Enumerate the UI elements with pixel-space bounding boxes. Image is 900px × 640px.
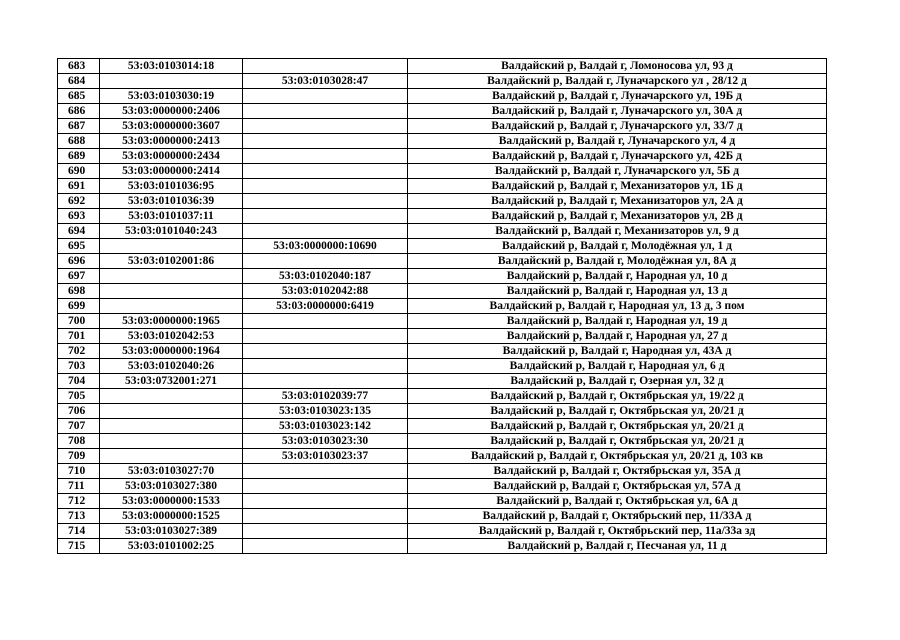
cadastral-number-a: 53:03:0000000:2413 bbox=[100, 134, 243, 149]
cadastral-number-a bbox=[100, 434, 243, 449]
row-number: 689 bbox=[58, 149, 100, 164]
row-number: 684 bbox=[58, 74, 100, 89]
cadastral-number-a bbox=[100, 404, 243, 419]
cadastral-number-b bbox=[243, 104, 408, 119]
cadastral-number-a: 53:03:0103014:18 bbox=[100, 59, 243, 74]
row-number: 704 bbox=[58, 374, 100, 389]
address-cell: Валдайский р, Валдай г, Октябрьская ул, 6А д bbox=[408, 494, 827, 509]
address-cell: Валдайский р, Валдай г, Народная ул, 27 д bbox=[408, 329, 827, 344]
row-number: 698 bbox=[58, 284, 100, 299]
table-row bbox=[58, 479, 827, 494]
cadastral-number-a: 53:03:0732001:271 bbox=[100, 374, 243, 389]
address-cell: Валдайский р, Валдай г, Озерная ул, 32 д bbox=[408, 374, 827, 389]
cadastral-number-b bbox=[243, 134, 408, 149]
row-number: 705 bbox=[58, 389, 100, 404]
row-number: 707 bbox=[58, 419, 100, 434]
cadastral-number-a: 53:03:0000000:1964 bbox=[100, 344, 243, 359]
address-cell: Валдайский р, Валдай г, Луначарского ул, 19Б д bbox=[408, 89, 827, 104]
table-row bbox=[58, 89, 827, 104]
table-row bbox=[58, 254, 827, 269]
address-cell: Валдайский р, Валдай г, Октябрьская ул, 20/21 д bbox=[408, 434, 827, 449]
row-number: 712 bbox=[58, 494, 100, 509]
cadastral-number-a: 53:03:0101036:95 bbox=[100, 179, 243, 194]
cadastral-number-b bbox=[243, 254, 408, 269]
cadastral-number-a: 53:03:0103027:380 bbox=[100, 479, 243, 494]
table-row bbox=[58, 419, 827, 434]
address-cell: Валдайский р, Валдай г, Октябрьская ул, 57А д bbox=[408, 479, 827, 494]
table-row bbox=[58, 329, 827, 344]
table-row bbox=[58, 344, 827, 359]
cadastral-number-b bbox=[243, 539, 408, 554]
address-cell: Валдайский р, Валдай г, Народная ул, 43А д bbox=[408, 344, 827, 359]
cadastral-number-a: 53:03:0102042:53 bbox=[100, 329, 243, 344]
address-cell: Валдайский р, Валдай г, Октябрьская ул, 20/21 д bbox=[408, 404, 827, 419]
address-cell: Валдайский р, Валдай г, Механизаторов ул, 1Б д bbox=[408, 179, 827, 194]
table-row bbox=[58, 194, 827, 209]
cadastral-number-b bbox=[243, 224, 408, 239]
cadastral-number-a bbox=[100, 419, 243, 434]
table-row bbox=[58, 209, 827, 224]
table-row bbox=[58, 74, 827, 89]
cadastral-number-b bbox=[243, 149, 408, 164]
address-cell: Валдайский р, Валдай г, Луначарского ул, 30А д bbox=[408, 104, 827, 119]
row-number: 710 bbox=[58, 464, 100, 479]
table-row bbox=[58, 404, 827, 419]
table-row bbox=[58, 134, 827, 149]
cadastral-number-b bbox=[243, 89, 408, 104]
cadastral-number-b bbox=[243, 209, 408, 224]
row-number: 714 bbox=[58, 524, 100, 539]
table-row bbox=[58, 509, 827, 524]
address-cell: Валдайский р, Валдай г, Октябрьский пер, 11/33А д bbox=[408, 509, 827, 524]
table-row bbox=[58, 359, 827, 374]
cadastral-number-a: 53:03:0000000:2414 bbox=[100, 164, 243, 179]
address-cell: Валдайский р, Валдай г, Механизаторов ул, 9 д bbox=[408, 224, 827, 239]
cadastral-number-b bbox=[243, 374, 408, 389]
row-number: 691 bbox=[58, 179, 100, 194]
table-row bbox=[58, 119, 827, 134]
cadastral-number-b: 53:03:0103028:47 bbox=[243, 74, 408, 89]
address-cell: Валдайский р, Валдай г, Октябрьская ул, 19/22 д bbox=[408, 389, 827, 404]
address-cell: Валдайский р, Валдай г, Народная ул, 19 д bbox=[408, 314, 827, 329]
row-number: 695 bbox=[58, 239, 100, 254]
address-cell: Валдайский р, Валдай г, Народная ул, 6 д bbox=[408, 359, 827, 374]
cadastral-number-a: 53:03:0101037:11 bbox=[100, 209, 243, 224]
table-row bbox=[58, 59, 827, 74]
address-cell: Валдайский р, Валдай г, Луначарского ул, 5Б д bbox=[408, 164, 827, 179]
cadastral-number-b: 53:03:0000000:10690 bbox=[243, 239, 408, 254]
address-cell: Валдайский р, Валдай г, Молодёжная ул, 8А д bbox=[408, 254, 827, 269]
table-row bbox=[58, 389, 827, 404]
cadastral-number-b: 53:03:0103023:30 bbox=[243, 434, 408, 449]
cadastral-number-b bbox=[243, 59, 408, 74]
cadastral-number-a: 53:03:0000000:1525 bbox=[100, 509, 243, 524]
row-number: 700 bbox=[58, 314, 100, 329]
cadastral-number-a bbox=[100, 449, 243, 464]
address-cell: Валдайский р, Валдай г, Октябрьская ул, 20/21 д bbox=[408, 419, 827, 434]
address-cell: Валдайский р, Валдай г, Механизаторов ул, 2В д bbox=[408, 209, 827, 224]
cadastral-number-a: 53:03:0103027:389 bbox=[100, 524, 243, 539]
address-cell: Валдайский р, Валдай г, Луначарского ул, 42Б д bbox=[408, 149, 827, 164]
cadastral-number-b: 53:03:0103023:142 bbox=[243, 419, 408, 434]
row-number: 690 bbox=[58, 164, 100, 179]
address-cell: Валдайский р, Валдай г, Молодёжная ул, 1 д bbox=[408, 239, 827, 254]
table-row bbox=[58, 299, 827, 314]
address-cell: Валдайский р, Валдай г, Октябрьский пер, 11а/33а зд bbox=[408, 524, 827, 539]
row-number: 713 bbox=[58, 509, 100, 524]
table-row bbox=[58, 104, 827, 119]
table-row bbox=[58, 449, 827, 464]
cadastral-number-a bbox=[100, 74, 243, 89]
table-row bbox=[58, 284, 827, 299]
cadastral-number-a bbox=[100, 299, 243, 314]
table-row bbox=[58, 269, 827, 284]
row-number: 715 bbox=[58, 539, 100, 554]
table-row bbox=[58, 374, 827, 389]
table-row bbox=[58, 434, 827, 449]
table-row bbox=[58, 149, 827, 164]
address-cell: Валдайский р, Валдай г, Механизаторов ул, 2А д bbox=[408, 194, 827, 209]
cadastral-number-b bbox=[243, 524, 408, 539]
address-cell: Валдайский р, Валдай г, Луначарского ул, 33/7 д bbox=[408, 119, 827, 134]
cadastral-number-a: 53:03:0000000:2434 bbox=[100, 149, 243, 164]
cadastral-number-a: 53:03:0000000:3607 bbox=[100, 119, 243, 134]
address-cell: Валдайский р, Валдай г, Песчаная ул, 11 д bbox=[408, 539, 827, 554]
cadastral-number-a: 53:03:0101002:25 bbox=[100, 539, 243, 554]
address-cell: Валдайский р, Валдай г, Народная ул, 10 д bbox=[408, 269, 827, 284]
cadastral-number-a: 53:03:0102040:26 bbox=[100, 359, 243, 374]
cadastral-number-a: 53:03:0000000:1965 bbox=[100, 314, 243, 329]
cadastral-number-b: 53:03:0000000:6419 bbox=[243, 299, 408, 314]
cadastral-number-a: 53:03:0101040:243 bbox=[100, 224, 243, 239]
cadastral-number-b: 53:03:0103023:37 bbox=[243, 449, 408, 464]
cadastral-number-a: 53:03:0102001:86 bbox=[100, 254, 243, 269]
cadastral-number-b: 53:03:0102040:187 bbox=[243, 269, 408, 284]
row-number: 708 bbox=[58, 434, 100, 449]
cadastral-number-b bbox=[243, 479, 408, 494]
cadastral-number-a bbox=[100, 239, 243, 254]
row-number: 699 bbox=[58, 299, 100, 314]
row-number: 703 bbox=[58, 359, 100, 374]
table-row bbox=[58, 164, 827, 179]
property-table-body bbox=[58, 59, 827, 554]
address-cell: Валдайский р, Валдай г, Октябрьская ул, 35А д bbox=[408, 464, 827, 479]
row-number: 709 bbox=[58, 449, 100, 464]
table-row bbox=[58, 494, 827, 509]
address-cell: Валдайский р, Валдай г, Октябрьская ул, 20/21 д, 103 кв bbox=[408, 449, 827, 464]
row-number: 697 bbox=[58, 269, 100, 284]
cadastral-number-a bbox=[100, 269, 243, 284]
cadastral-number-a bbox=[100, 389, 243, 404]
table-row bbox=[58, 224, 827, 239]
row-number: 706 bbox=[58, 404, 100, 419]
cadastral-number-a: 53:03:0103027:70 bbox=[100, 464, 243, 479]
row-number: 702 bbox=[58, 344, 100, 359]
cadastral-number-b bbox=[243, 509, 408, 524]
address-cell: Валдайский р, Валдай г, Луначарского ул, 4 д bbox=[408, 134, 827, 149]
cadastral-number-a bbox=[100, 284, 243, 299]
cadastral-number-a: 53:03:0101036:39 bbox=[100, 194, 243, 209]
cadastral-number-a: 53:03:0000000:1533 bbox=[100, 494, 243, 509]
address-cell: Валдайский р, Валдай г, Народная ул, 13 д bbox=[408, 284, 827, 299]
row-number: 711 bbox=[58, 479, 100, 494]
cadastral-number-a: 53:03:0000000:2406 bbox=[100, 104, 243, 119]
table-row bbox=[58, 524, 827, 539]
cadastral-number-b bbox=[243, 359, 408, 374]
row-number: 686 bbox=[58, 104, 100, 119]
row-number: 693 bbox=[58, 209, 100, 224]
row-number: 688 bbox=[58, 134, 100, 149]
cadastral-number-a: 53:03:0103030:19 bbox=[100, 89, 243, 104]
row-number: 696 bbox=[58, 254, 100, 269]
table-row bbox=[58, 314, 827, 329]
address-cell: Валдайский р, Валдай г, Луначарского ул , 28/12 д bbox=[408, 74, 827, 89]
address-cell: Валдайский р, Валдай г, Народная ул, 13 д, 3 пом bbox=[408, 299, 827, 314]
property-table bbox=[57, 58, 827, 554]
row-number: 687 bbox=[58, 119, 100, 134]
cadastral-number-b bbox=[243, 119, 408, 134]
document-sheet bbox=[57, 58, 826, 554]
cadastral-number-b bbox=[243, 194, 408, 209]
row-number: 694 bbox=[58, 224, 100, 239]
cadastral-number-b bbox=[243, 494, 408, 509]
table-row bbox=[58, 539, 827, 554]
cadastral-number-b bbox=[243, 329, 408, 344]
row-number: 701 bbox=[58, 329, 100, 344]
row-number: 685 bbox=[58, 89, 100, 104]
cadastral-number-b bbox=[243, 179, 408, 194]
cadastral-number-b bbox=[243, 314, 408, 329]
cadastral-number-b bbox=[243, 164, 408, 179]
row-number: 683 bbox=[58, 59, 100, 74]
row-number: 692 bbox=[58, 194, 100, 209]
address-cell: Валдайский р, Валдай г, Ломоносова ул, 93 д bbox=[408, 59, 827, 74]
cadastral-number-b bbox=[243, 344, 408, 359]
table-row bbox=[58, 179, 827, 194]
cadastral-number-b: 53:03:0102039:77 bbox=[243, 389, 408, 404]
cadastral-number-b: 53:03:0102042:88 bbox=[243, 284, 408, 299]
cadastral-number-b bbox=[243, 464, 408, 479]
cadastral-number-b: 53:03:0103023:135 bbox=[243, 404, 408, 419]
table-row bbox=[58, 239, 827, 254]
table-row bbox=[58, 464, 827, 479]
